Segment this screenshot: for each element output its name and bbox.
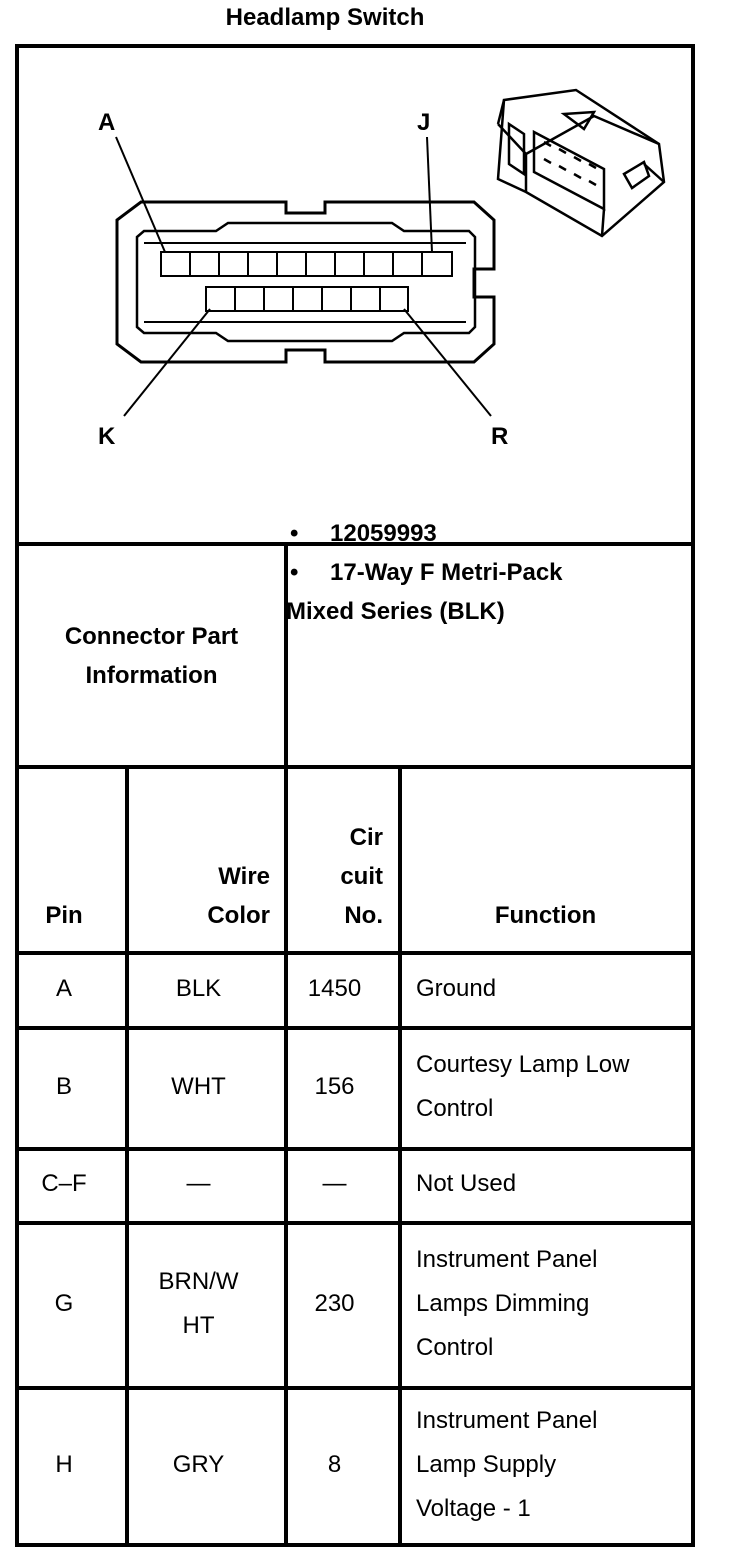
connector-diagram — [19, 48, 691, 542]
row-b-pin: B — [55, 1072, 72, 1100]
header-pin: Pin — [45, 902, 83, 929]
row-h-color: GRY — [172, 1450, 225, 1478]
pin-label-a: A — [98, 109, 116, 136]
row-b-color: WHT — [171, 1072, 226, 1100]
pin-row-top — [161, 252, 452, 276]
leader-line-j — [427, 137, 432, 252]
page-title: Headlamp Switch — [225, 4, 425, 31]
row-cf-pin: C–F — [41, 1170, 87, 1197]
row-a-pin: A — [55, 974, 72, 1002]
row-a-function: Ground — [416, 974, 497, 1002]
row-g-color: BRN/W HT — [158, 1267, 239, 1339]
row-h-pin: H — [55, 1450, 73, 1478]
row-b-circuit: 156 — [314, 1072, 355, 1100]
row-g-pin: G — [54, 1289, 74, 1317]
row-cf-circuit: — — [322, 1170, 347, 1197]
pin-label-r: R — [491, 423, 509, 450]
row-b-function: Courtesy Lamp Low Control — [416, 1050, 630, 1122]
row-a-color: BLK — [175, 974, 222, 1002]
pin-label-k: K — [98, 423, 116, 450]
row-cf-function: Not Used — [416, 1170, 517, 1197]
row-g-circuit: 230 — [314, 1289, 355, 1317]
header-circuit-no: Cir cuit No. — [340, 824, 383, 929]
connector-info-label: Connector Part Information — [64, 622, 239, 689]
row-h-circuit: 8 — [327, 1450, 342, 1478]
row-a-circuit: 1450 — [307, 974, 362, 1002]
row-cf-color: — — [186, 1170, 211, 1197]
connector-3d-illustration — [498, 90, 664, 236]
header-function: Function — [494, 902, 597, 929]
pin-label-j: J — [417, 109, 431, 136]
part-number-item: • 12059993 — [290, 520, 437, 547]
part-number: 12059993 — [330, 520, 437, 547]
description-item: • 17-Way F Metri-Pack — [290, 559, 563, 586]
row-g-function: Instrument Panel Lamps Dimming Control — [416, 1245, 598, 1361]
pin-row-bottom — [206, 287, 408, 311]
connector-inner-outline — [137, 223, 475, 341]
connector-info-details — [286, 514, 563, 631]
connector-housing-outline — [117, 202, 494, 362]
header-wire-color: Wire Color — [207, 863, 270, 929]
description-line2: Mixed Series (BLK) — [286, 598, 505, 625]
row-h-function: Instrument Panel Lamp Supply Voltage - 1 — [416, 1406, 598, 1522]
description-line1: 17-Way F Metri-Pack — [330, 559, 563, 586]
